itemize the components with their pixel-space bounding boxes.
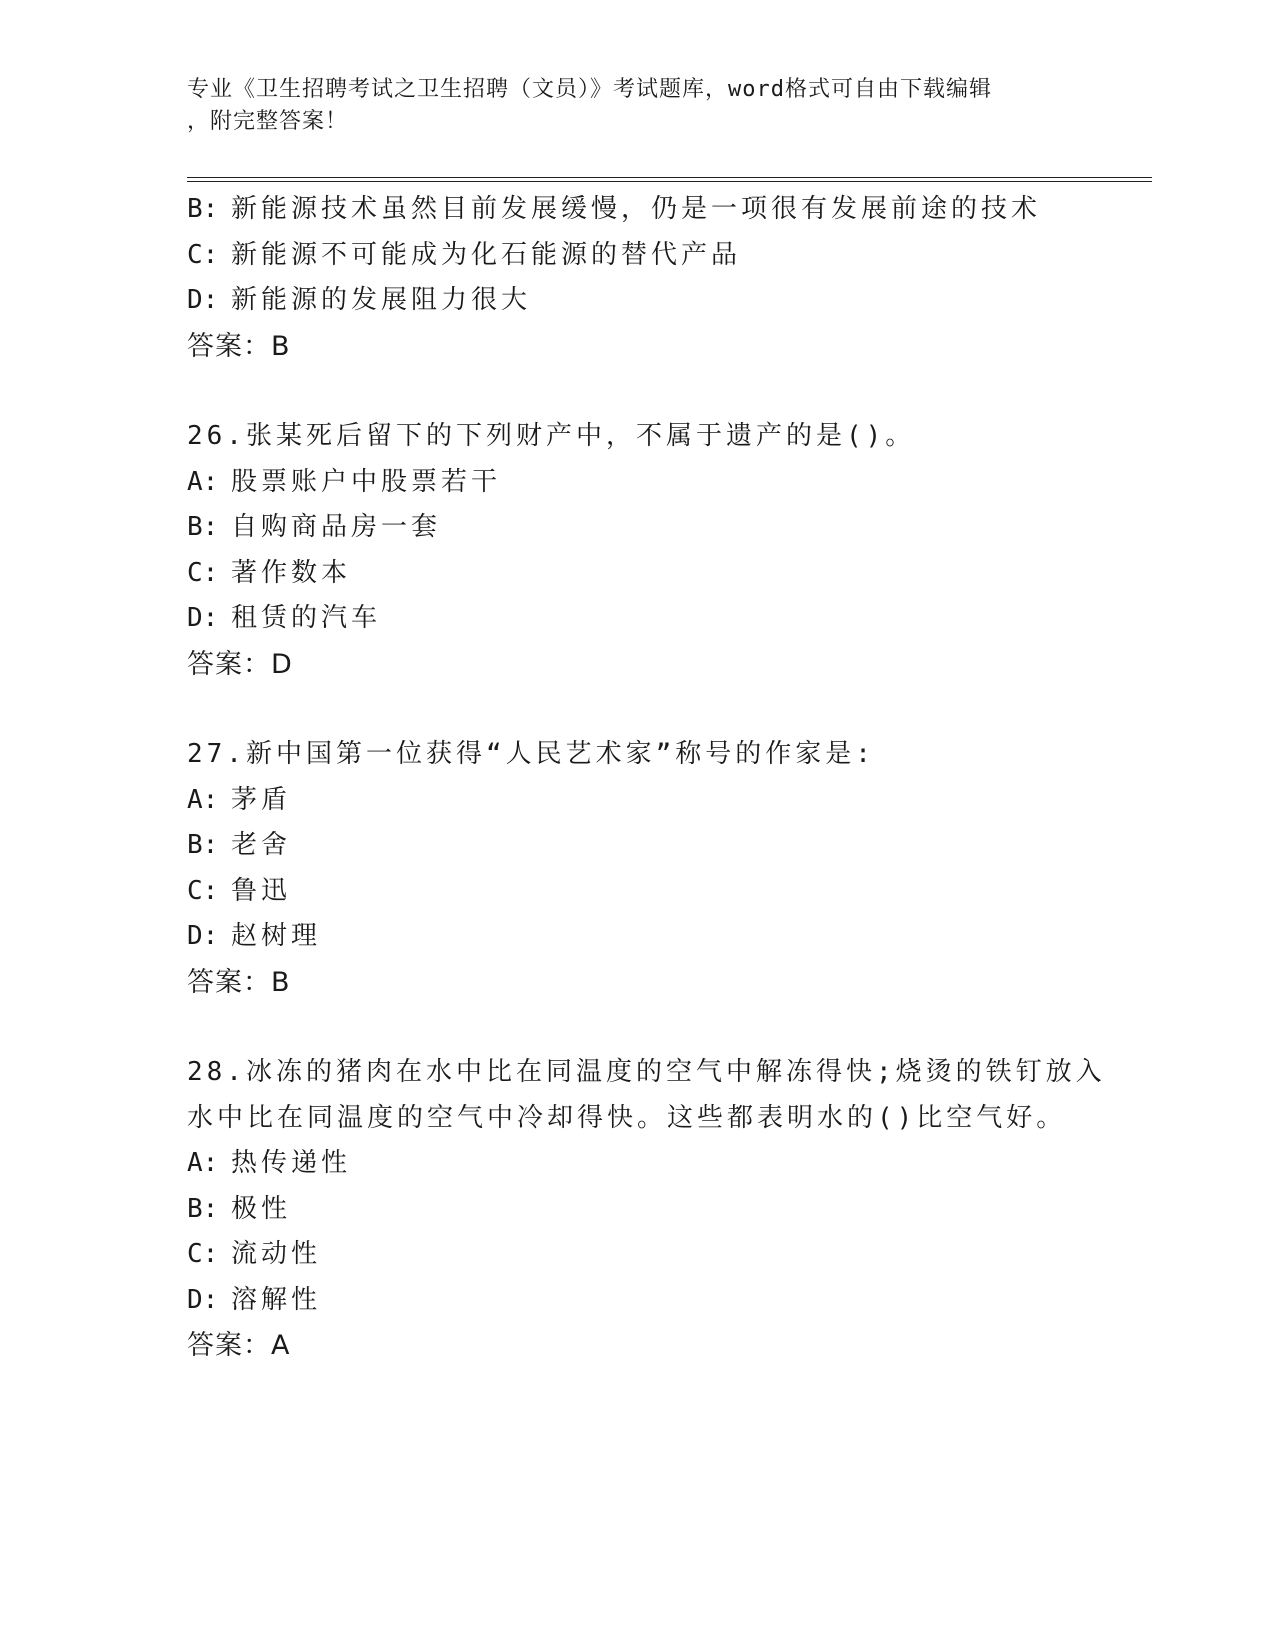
option-key: A: [187,466,219,497]
option-b [187,1187,1087,1233]
option-key: A: [187,1148,219,1178]
option-c [187,869,1087,915]
option-b [187,823,1087,869]
option-key: D: [187,603,219,633]
option-a [187,778,1087,824]
option-text: 租赁的汽车 [231,603,382,633]
option-key: A: [187,784,219,815]
option-b [187,187,1087,233]
option-text: 茅盾 [231,784,292,815]
question-stem-line-1: 28.冰冻的猪肉在水中比在同温度的空气中解冻得快;烧烫的铁钉放入 [187,1057,1106,1087]
document-header-note [187,74,1067,138]
question-27 [187,732,1087,1005]
option-key: B: [187,194,219,224]
option-key: D: [187,921,219,951]
option-c [187,1232,1087,1278]
option-b [187,505,1087,551]
question-26 [187,414,1087,687]
option-text: 自购商品房一套 [231,512,442,542]
option-text: 溶解性 [231,1284,322,1315]
option-text: 新能源的发展阻力很大 [231,285,532,315]
option-text: 极性 [231,1193,292,1224]
answer-line: 答案：B [187,330,291,362]
option-d [187,914,1087,960]
question-carryover [187,187,1087,369]
option-text: 赵树理 [231,921,322,951]
option-key: C: [187,875,219,906]
option-d [187,596,1087,642]
header-line-1: 专业《卫生招聘考试之卫生招聘（文员）》考试题库，word格式可自由下载编辑 [187,77,992,102]
spacer [187,369,1087,414]
option-key: B: [187,830,219,860]
option-key: D: [187,1284,219,1315]
option-text: 鲁迅 [231,875,292,906]
header-line-2: ，附完整答案！ [187,109,349,134]
option-text: 流动性 [231,1239,322,1269]
option-text: 老舍 [231,830,292,860]
option-text: 著作数本 [231,557,352,588]
option-key: B: [187,512,219,542]
answer-line: 答案：A [187,1330,291,1361]
option-key: C: [187,239,219,270]
option-text: 新能源不可能成为化石能源的替代产品 [231,239,742,270]
question-stem: 27.新中国第一位获得“人民艺术家”称号的作家是: [187,739,875,769]
spacer [187,1005,1087,1050]
header-double-rule [187,177,1152,182]
option-key: C: [187,1239,219,1269]
question-stem: 26.张某死后留下的下列财产中，不属于遗产的是()。 [187,421,916,451]
option-a [187,460,1087,506]
option-c [187,233,1087,279]
option-d [187,278,1087,324]
spacer [187,687,1087,732]
question-28 [187,1050,1106,1369]
option-key: C: [187,557,219,588]
option-d [187,1278,1087,1324]
option-a [187,1141,1087,1187]
option-text: 股票账户中股票若干 [231,466,502,497]
option-key: B: [187,1193,219,1224]
option-text: 新能源技术虽然目前发展缓慢，仍是一项很有发展前途的技术 [231,194,1042,224]
question-list [187,187,1106,1369]
option-text: 热传递性 [231,1148,352,1178]
question-stem-line-2: 水中比在同温度的空气中冷却得快。这些都表明水的()比空气好。 [187,1102,1067,1133]
option-key: D: [187,285,219,315]
option-c [187,551,1087,597]
answer-line: 答案：B [187,966,291,998]
answer-line: 答案：D [187,648,293,680]
